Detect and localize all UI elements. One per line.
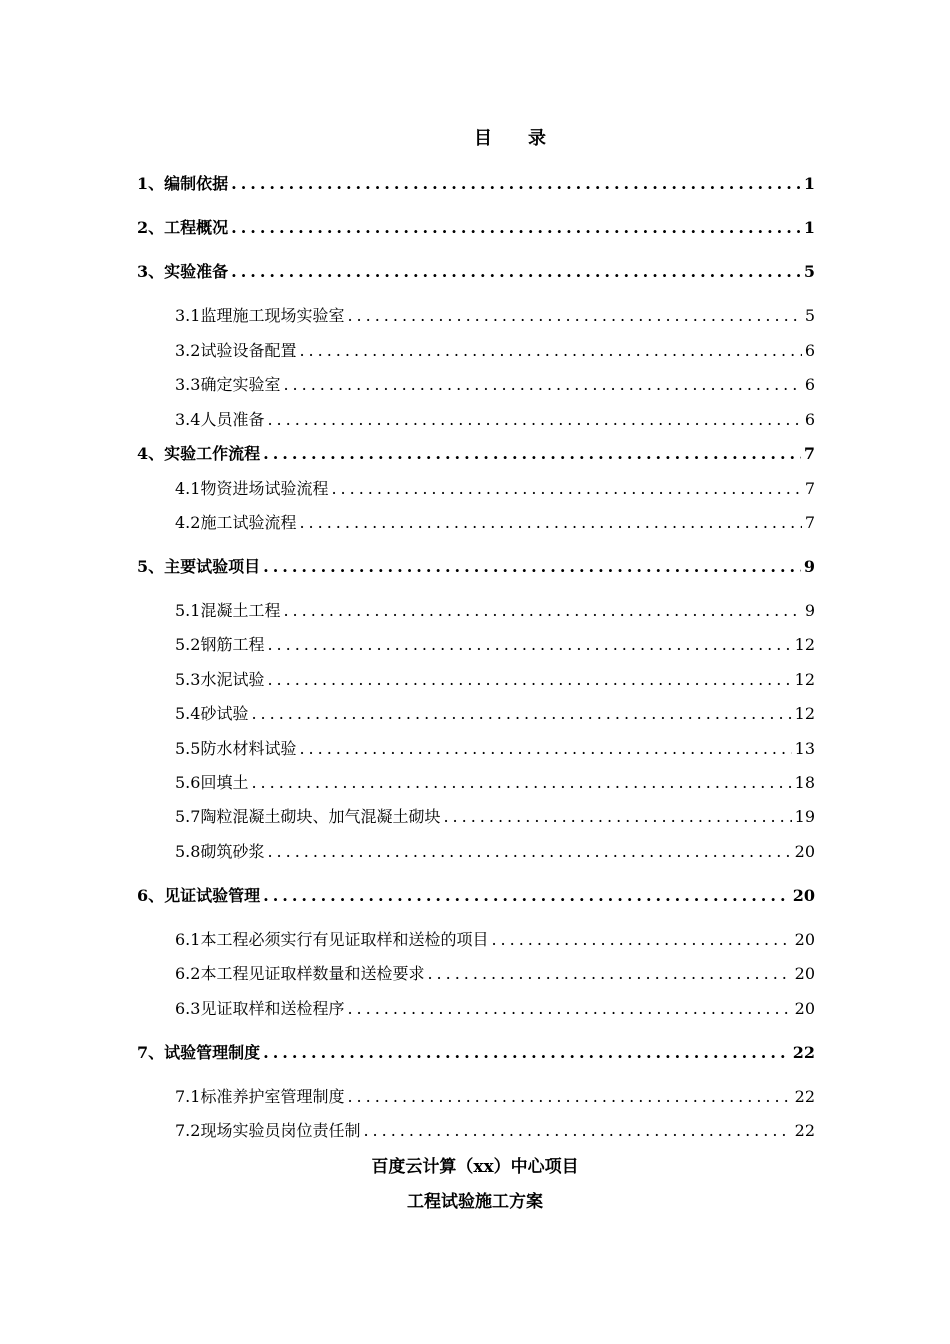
- toc-entry-page: 1: [803, 218, 815, 237]
- toc-dot-leader: [267, 670, 791, 689]
- toc-subentry[interactable]: [175, 1118, 815, 1141]
- toc-entry-label: 6、见证试验管理: [137, 886, 261, 905]
- toc-dot-leader: [283, 375, 801, 394]
- toc-entry[interactable]: [137, 215, 815, 238]
- toc-subentry[interactable]: [175, 1084, 815, 1107]
- toc-entry-page: 7: [803, 444, 815, 463]
- toc-subentry[interactable]: [175, 407, 815, 430]
- toc-entry-label: 5.4砂试验: [175, 704, 249, 723]
- toc-subentry[interactable]: [175, 701, 815, 724]
- toc-entry-page: 7: [804, 479, 815, 498]
- toc-dot-leader: [251, 773, 791, 792]
- toc-subentry[interactable]: [175, 927, 815, 950]
- toc-entry[interactable]: [137, 259, 815, 282]
- toc-entry-page: 9: [804, 601, 815, 620]
- toc-subentry[interactable]: [175, 961, 815, 984]
- toc-entry-page: 5: [803, 262, 815, 281]
- toc-dot-leader: [283, 601, 801, 620]
- toc-dot-leader: [263, 557, 801, 576]
- toc-entry[interactable]: [137, 1040, 815, 1063]
- toc-entry-page: 7: [804, 513, 815, 532]
- toc-subentry[interactable]: [175, 770, 815, 793]
- toc-subentry[interactable]: [175, 303, 815, 326]
- toc-entry-page: 20: [794, 999, 815, 1018]
- toc-entry-label: 3.2试验设备配置: [175, 341, 297, 360]
- toc-entry-label: 4.1物资进场试验流程: [175, 479, 329, 498]
- toc-dot-leader: [491, 930, 791, 949]
- toc-subentry[interactable]: [175, 510, 815, 533]
- toc-dot-leader: [299, 341, 801, 360]
- toc-entry-label: 5.3水泥试验: [175, 670, 265, 689]
- toc-entry-label: 4.2施工试验流程: [175, 513, 297, 532]
- toc-dot-leader: [231, 174, 801, 193]
- project-name: 百度云计算（xx）中心项目: [371, 1157, 579, 1177]
- toc-entry-label: 5.2钢筋工程: [175, 635, 265, 654]
- toc-heading-left: 目: [474, 128, 492, 149]
- toc-dot-leader: [347, 999, 791, 1018]
- toc-entry-page: 5: [804, 306, 815, 325]
- toc-subentry[interactable]: [175, 598, 815, 621]
- toc-entry-label: 2、工程概况: [137, 218, 229, 237]
- toc-entry-page: 12: [794, 635, 815, 654]
- toc-heading-right: 录: [528, 128, 546, 149]
- toc-entry-label: 4、实验工作流程: [137, 444, 261, 463]
- toc-dot-leader: [263, 444, 801, 463]
- toc-entry-label: 5.6回填土: [175, 773, 249, 792]
- toc-entry[interactable]: [137, 441, 815, 464]
- toc-entry-page: 18: [794, 773, 815, 792]
- toc-entry-label: 3.1监理施工现场实验室: [175, 306, 345, 325]
- toc-entry-label: 5.1混凝土工程: [175, 601, 281, 620]
- toc-subentry[interactable]: [175, 996, 815, 1019]
- toc-entry-label: 5.8砌筑砂浆: [175, 842, 265, 861]
- toc-entry-label: 5.5防水材料试验: [175, 739, 297, 758]
- toc-entry-label: 7.2现场实验员岗位责任制: [175, 1121, 361, 1140]
- toc-entry-page: 19: [794, 807, 815, 826]
- toc-subentry[interactable]: [175, 372, 815, 395]
- toc-entry-page: 6: [804, 410, 815, 429]
- toc-dot-leader: [347, 306, 801, 325]
- toc-dot-leader: [263, 886, 790, 905]
- toc-entry-page: 22: [794, 1087, 815, 1106]
- toc-entry-page: 20: [794, 842, 815, 861]
- toc-entry-label: 5.7陶粒混凝土砌块、加气混凝土砌块: [175, 807, 441, 826]
- toc-entry-page: 1: [803, 174, 815, 193]
- toc-dot-leader: [347, 1087, 791, 1106]
- toc-entry-label: 7、试验管理制度: [137, 1043, 261, 1062]
- toc-entry-page: 6: [804, 375, 815, 394]
- toc-entry-page: 9: [803, 557, 815, 576]
- toc-dot-leader: [363, 1121, 791, 1140]
- toc-entry-label: 3、实验准备: [137, 262, 229, 281]
- toc-dot-leader: [251, 704, 791, 723]
- toc-dot-leader: [299, 739, 791, 758]
- toc-dot-leader: [267, 635, 791, 654]
- toc-entry-page: 13: [794, 739, 815, 758]
- toc-subentry[interactable]: [175, 736, 815, 759]
- toc-dot-leader: [231, 262, 801, 281]
- toc-entry[interactable]: [137, 171, 815, 194]
- toc-entry-page: 22: [794, 1121, 815, 1140]
- toc-entry-page: 20: [794, 930, 815, 949]
- toc-dot-leader: [263, 1043, 790, 1062]
- toc-entry-page: 20: [794, 964, 815, 983]
- toc-dot-leader: [267, 410, 801, 429]
- toc-entry-page: 12: [794, 704, 815, 723]
- toc-entry-label: 7.1标准养护室管理制度: [175, 1087, 345, 1106]
- toc-dot-leader: [331, 479, 801, 498]
- toc-dot-leader: [231, 218, 801, 237]
- toc-subentry[interactable]: [175, 476, 815, 499]
- toc-dot-leader: [427, 964, 791, 983]
- toc-entry[interactable]: [137, 883, 815, 906]
- toc-entry-label: 3.3确定实验室: [175, 375, 281, 394]
- toc-entry-label: 5、主要试验项目: [137, 557, 261, 576]
- toc-subentry[interactable]: [175, 667, 815, 690]
- toc-subentry[interactable]: [175, 839, 815, 862]
- toc-entry-page: 12: [794, 670, 815, 689]
- toc-entry-label: 6.3见证取样和送检程序: [175, 999, 345, 1018]
- toc-dot-leader: [443, 807, 791, 826]
- toc-subentry[interactable]: [175, 804, 815, 827]
- plan-name: 工程试验施工方案: [407, 1192, 543, 1212]
- toc-dot-leader: [299, 513, 801, 532]
- toc-subentry[interactable]: [175, 338, 815, 361]
- toc-entry-page: 22: [792, 1043, 815, 1062]
- toc-entry-page: 20: [792, 886, 815, 905]
- toc-entry-label: 6.2本工程见证取样数量和送检要求: [175, 964, 425, 983]
- toc-entry-label: 1、编制依据: [137, 174, 229, 193]
- toc-entry-page: 6: [804, 341, 815, 360]
- toc-dot-leader: [267, 842, 791, 861]
- toc-entry[interactable]: [137, 554, 815, 577]
- toc-subentry[interactable]: [175, 632, 815, 655]
- toc-entry-label: 6.1本工程必须实行有见证取样和送检的项目: [175, 930, 489, 949]
- toc-entry-label: 3.4人员准备: [175, 410, 265, 429]
